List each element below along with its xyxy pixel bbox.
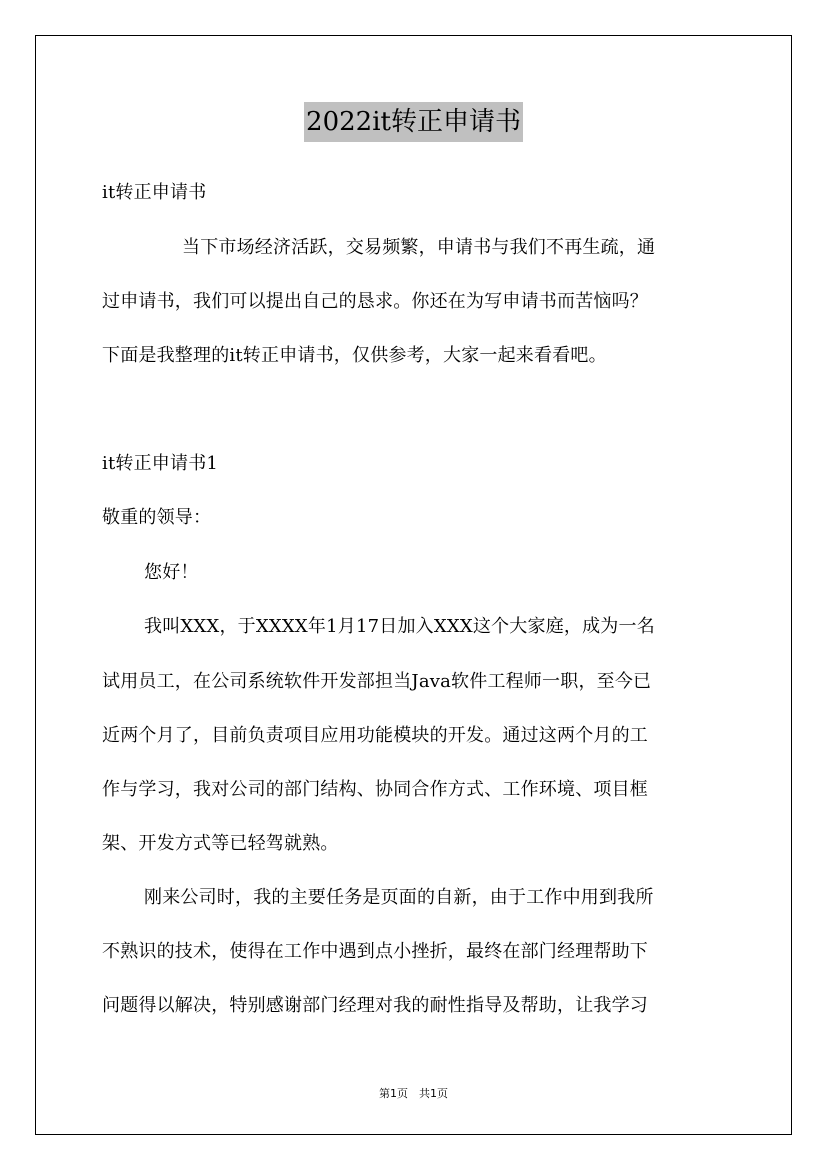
title-container xyxy=(0,102,827,142)
para1-line-1: 我叫XXX，于XXXX年1月17日加入XXX这个大家庭，成为一名 xyxy=(144,616,655,637)
para1-line-5: 架、开发方式等已轻驾就熟。 xyxy=(102,833,339,854)
intro-line-1: 当下市场经济活跃，交易频繁，申请书与我们不再生疏，通 xyxy=(182,237,656,258)
para2-line-1: 刚来公司时，我的主要任务是页面的自新，由于工作中用到我所 xyxy=(144,887,654,908)
para2-line-2: 不熟识的技术，使得在工作中遇到点小挫折，最终在部门经理帮助下 xyxy=(102,941,648,962)
page-footer: 第1页 共1页 xyxy=(379,1087,448,1100)
para1-line-2: 试用员工，在公司系统软件开发部担当Java软件工程师一职，至今已 xyxy=(102,671,652,692)
para1-line-4: 作与学习，我对公司的部门结构、协同合作方式、工作环境、项目框 xyxy=(102,779,648,800)
intro-line-2: 过申请书，我们可以提出自己的恳求。你还在为写申请书而苦恼吗？ xyxy=(102,291,648,312)
subtitle: it转正申请书 xyxy=(102,182,207,203)
document-title: 2022it转正申请书 xyxy=(304,102,523,142)
para1-line-3: 近两个月了，目前负责项目应用功能模块的开发。通过这两个月的工 xyxy=(102,725,648,746)
para2-line-3: 问题得以解决，特别感谢部门经理对我的耐性指导及帮助，让我学习 xyxy=(102,995,648,1016)
section-heading: it转正申请书1 xyxy=(102,453,219,474)
intro-line-3: 下面是我整理的it转正申请书，仅供参考，大家一起来看看吧。 xyxy=(102,345,607,366)
salutation: 敬重的领导： xyxy=(102,507,212,528)
greeting: 您好！ xyxy=(144,562,199,583)
